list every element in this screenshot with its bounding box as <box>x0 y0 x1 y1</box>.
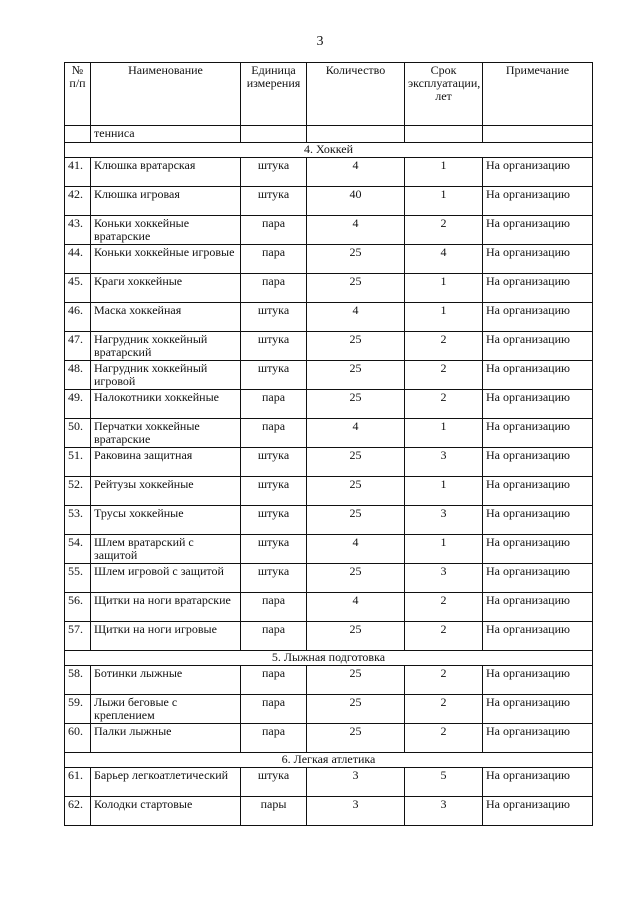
cell-name: Перчатки хоккейные вратарские <box>91 419 241 448</box>
table-body <box>65 126 593 826</box>
cell-num: 46. <box>65 303 91 332</box>
cell-note: На организацию <box>483 695 593 724</box>
cell-qty: 3 <box>307 768 405 797</box>
cell-note: На организацию <box>483 419 593 448</box>
cell-num: 59. <box>65 695 91 724</box>
cell-term: 2 <box>405 666 483 695</box>
cell-unit: штука <box>241 506 307 535</box>
cell-unit: пара <box>241 724 307 753</box>
cell-name: Щитки на ноги вратарские <box>91 593 241 622</box>
cell-qty: 25 <box>307 622 405 651</box>
cell-qty: 25 <box>307 564 405 593</box>
header-unit: Единица измерения <box>241 63 307 126</box>
cell-name: Шлем вратарский с защитой <box>91 535 241 564</box>
table-row <box>65 419 593 448</box>
cell-term: 1 <box>405 535 483 564</box>
cell-unit: штука <box>241 768 307 797</box>
cell-term: 3 <box>405 797 483 826</box>
cell-term: 2 <box>405 724 483 753</box>
table-row <box>65 695 593 724</box>
cell-term: 2 <box>405 622 483 651</box>
table-row <box>65 477 593 506</box>
continuation-row <box>65 126 593 143</box>
cell-term: 2 <box>405 593 483 622</box>
cell-num: 41. <box>65 158 91 187</box>
table-row <box>65 666 593 695</box>
cell-note: На организацию <box>483 724 593 753</box>
cell-term: 5 <box>405 768 483 797</box>
cell-term: 3 <box>405 564 483 593</box>
table-row <box>65 158 593 187</box>
cell-note: На организацию <box>483 332 593 361</box>
cell-qty: 25 <box>307 695 405 724</box>
cell-name: Коньки хоккейные игровые <box>91 245 241 274</box>
cell-num: 47. <box>65 332 91 361</box>
table-row <box>65 390 593 419</box>
cell-note: На организацию <box>483 666 593 695</box>
cell-note: На организацию <box>483 622 593 651</box>
cell-term: 2 <box>405 695 483 724</box>
cell-name: Налокотники хоккейные <box>91 390 241 419</box>
cell-unit: пара <box>241 593 307 622</box>
cell-term: 3 <box>405 506 483 535</box>
cell-num: 42. <box>65 187 91 216</box>
cell-note: На организацию <box>483 187 593 216</box>
cell-num: 52. <box>65 477 91 506</box>
cell-name: Краги хоккейные <box>91 274 241 303</box>
table-row <box>65 593 593 622</box>
table-row <box>65 448 593 477</box>
cell-qty: 25 <box>307 245 405 274</box>
cell-note: На организацию <box>483 593 593 622</box>
cell-name: Нагрудник хоккейный игровой <box>91 361 241 390</box>
table-row <box>65 797 593 826</box>
cell-note: На организацию <box>483 390 593 419</box>
cell-term: 1 <box>405 419 483 448</box>
cell-qty: 25 <box>307 332 405 361</box>
cell-num: 51. <box>65 448 91 477</box>
cell-term: 2 <box>405 390 483 419</box>
section-title: 4. Хоккей <box>65 143 593 158</box>
cell-num: 58. <box>65 666 91 695</box>
cell-qty: 4 <box>307 593 405 622</box>
cell-name: Рейтузы хоккейные <box>91 477 241 506</box>
cell-name: Маска хоккейная <box>91 303 241 332</box>
table-row <box>65 274 593 303</box>
cell-note: На организацию <box>483 448 593 477</box>
cell-num: 53. <box>65 506 91 535</box>
cell-name: Клюшка игровая <box>91 187 241 216</box>
cell-note: На организацию <box>483 535 593 564</box>
cell-term: 1 <box>405 477 483 506</box>
cell-qty: 25 <box>307 477 405 506</box>
table-header-row <box>65 63 593 126</box>
cell-note: На организацию <box>483 506 593 535</box>
cell-unit: штука <box>241 158 307 187</box>
table-row <box>65 724 593 753</box>
cell-unit: штука <box>241 535 307 564</box>
cell-note: На организацию <box>483 158 593 187</box>
header-note: Примечание <box>483 63 593 126</box>
cell-note: На организацию <box>483 274 593 303</box>
equipment-table <box>64 62 593 826</box>
cell-note: На организацию <box>483 303 593 332</box>
section-row <box>65 753 593 768</box>
cell-term: 1 <box>405 303 483 332</box>
cell-name: Барьер легкоатлетический <box>91 768 241 797</box>
cell-note: На организацию <box>483 245 593 274</box>
section-title: 6. Легкая атлетика <box>65 753 593 768</box>
cell-qty: 25 <box>307 666 405 695</box>
cell-unit: штука <box>241 564 307 593</box>
page-number: 3 <box>316 34 324 49</box>
cell-unit: пара <box>241 216 307 245</box>
table-row <box>65 622 593 651</box>
cell-name: Ботинки лыжные <box>91 666 241 695</box>
table-row <box>65 535 593 564</box>
cell-num: 56. <box>65 593 91 622</box>
cell-num: 60. <box>65 724 91 753</box>
cell-qty: 25 <box>307 274 405 303</box>
cell-name: Лыжи беговые с креплением <box>91 695 241 724</box>
cell-num: 57. <box>65 622 91 651</box>
cell-qty: 4 <box>307 535 405 564</box>
cell-unit: штука <box>241 332 307 361</box>
table-row <box>65 187 593 216</box>
cell-term: 1 <box>405 158 483 187</box>
cell-name: Палки лыжные <box>91 724 241 753</box>
table-row <box>65 216 593 245</box>
cell-qty: 25 <box>307 448 405 477</box>
cell-note: На организацию <box>483 564 593 593</box>
section-title: 5. Лыжная подготовка <box>65 651 593 666</box>
cell-unit: штука <box>241 303 307 332</box>
cell-unit: штука <box>241 477 307 506</box>
cell-term: 4 <box>405 245 483 274</box>
table-row <box>65 564 593 593</box>
cell-unit: штука <box>241 187 307 216</box>
cell-num: 44. <box>65 245 91 274</box>
cell-num: 49. <box>65 390 91 419</box>
table-row <box>65 361 593 390</box>
cell-unit: пара <box>241 274 307 303</box>
cell-num: 50. <box>65 419 91 448</box>
cell-note: На организацию <box>483 768 593 797</box>
cell-name: Нагрудник хоккейный вратарский <box>91 332 241 361</box>
cell-unit: пара <box>241 245 307 274</box>
cell-term: 1 <box>405 274 483 303</box>
cell-qty: 25 <box>307 390 405 419</box>
cell-name: Шлем игровой с защитой <box>91 564 241 593</box>
cell-term: 2 <box>405 332 483 361</box>
cell-unit: пары <box>241 797 307 826</box>
table-row <box>65 245 593 274</box>
section-row <box>65 143 593 158</box>
cell-qty: 4 <box>307 216 405 245</box>
cell-num: 45. <box>65 274 91 303</box>
cell-name: Трусы хоккейные <box>91 506 241 535</box>
cell-name: Коньки хоккейные вратарские <box>91 216 241 245</box>
cell-unit: пара <box>241 419 307 448</box>
cell-qty: 25 <box>307 506 405 535</box>
cell-num: 54. <box>65 535 91 564</box>
continuation-text: тенниса <box>91 126 241 143</box>
cell-name: Щитки на ноги игровые <box>91 622 241 651</box>
cell-num: 55. <box>65 564 91 593</box>
cell-num: 62. <box>65 797 91 826</box>
cell-qty: 25 <box>307 724 405 753</box>
cell-name: Клюшка вратарская <box>91 158 241 187</box>
cell-note: На организацию <box>483 477 593 506</box>
header-num: № п/п <box>65 63 91 126</box>
cell-name: Раковина защитная <box>91 448 241 477</box>
cell-unit: пара <box>241 390 307 419</box>
header-name: Наименование <box>91 63 241 126</box>
section-row <box>65 651 593 666</box>
table-row <box>65 332 593 361</box>
table-row <box>65 768 593 797</box>
cell-qty: 4 <box>307 303 405 332</box>
cell-num: 61. <box>65 768 91 797</box>
cell-term: 1 <box>405 187 483 216</box>
table-row <box>65 303 593 332</box>
cell-term: 3 <box>405 448 483 477</box>
cell-unit: пара <box>241 695 307 724</box>
cell-unit: штука <box>241 361 307 390</box>
cell-qty: 4 <box>307 158 405 187</box>
cell-name: Колодки стартовые <box>91 797 241 826</box>
cell-note: На организацию <box>483 797 593 826</box>
header-term: Срок эксплуатации, лет <box>405 63 483 126</box>
cell-num: 43. <box>65 216 91 245</box>
cell-term: 2 <box>405 361 483 390</box>
cell-note: На организацию <box>483 361 593 390</box>
header-qty: Количество <box>307 63 405 126</box>
cell-qty: 3 <box>307 797 405 826</box>
cell-note: На организацию <box>483 216 593 245</box>
cell-unit: штука <box>241 448 307 477</box>
cell-unit: пара <box>241 666 307 695</box>
cell-qty: 4 <box>307 419 405 448</box>
cell-unit: пара <box>241 622 307 651</box>
table-row <box>65 506 593 535</box>
cell-qty: 25 <box>307 361 405 390</box>
cell-term: 2 <box>405 216 483 245</box>
cell-qty: 40 <box>307 187 405 216</box>
cell-num: 48. <box>65 361 91 390</box>
